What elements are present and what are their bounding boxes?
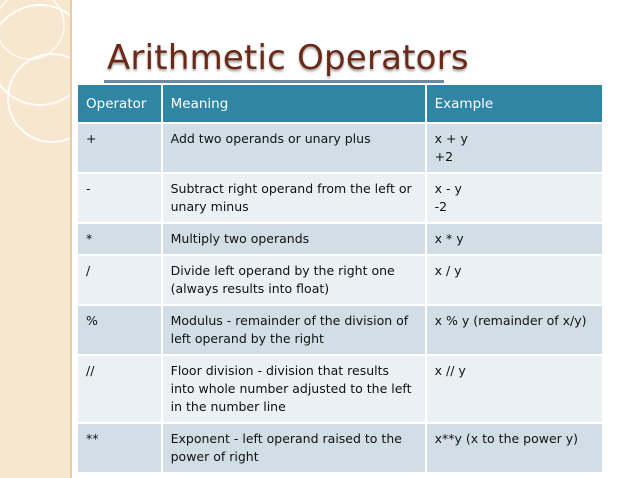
operator-cell: ** <box>78 423 162 473</box>
operator-cell: % <box>78 305 162 355</box>
table-row <box>78 173 603 223</box>
table-row <box>78 355 603 423</box>
operator-cell: - <box>78 173 162 223</box>
operator-cell: + <box>78 123 162 173</box>
header-operator: Operator <box>78 85 162 123</box>
meaning-cell: Multiply two operands <box>162 223 426 255</box>
title-underline <box>104 80 444 83</box>
table-row <box>78 305 603 355</box>
operator-cell: / <box>78 255 162 305</box>
header-meaning: Meaning <box>162 85 426 123</box>
example-line: +2 <box>434 149 454 164</box>
meaning-cell: Floor division - division that results into whole number adjusted to the left in the number line <box>162 355 426 423</box>
example-cell: x % y (remainder of x/y) <box>426 305 603 355</box>
header-example: Example <box>426 85 603 123</box>
table-row <box>78 423 603 473</box>
meaning-cell: Modulus - remainder of the division of left operand by the right <box>162 305 426 355</box>
example-cell: x * y <box>426 223 603 255</box>
example-cell <box>426 173 603 223</box>
table-row <box>78 223 603 255</box>
operators-table <box>78 85 604 474</box>
table-header-row <box>78 85 603 123</box>
meaning-cell: Add two operands or unary plus <box>162 123 426 173</box>
decorative-side-band <box>0 0 72 478</box>
example-cell <box>426 123 603 173</box>
table-row <box>78 123 603 173</box>
slide-title: Arithmetic Operators <box>107 38 469 78</box>
example-cell: x / y <box>426 255 603 305</box>
decorative-circles <box>0 0 72 200</box>
meaning-cell: Subtract right operand from the left or unary minus <box>162 173 426 223</box>
operator-cell: // <box>78 355 162 423</box>
example-line: x + y <box>434 131 468 146</box>
example-cell: x**y (x to the power y) <box>426 423 603 473</box>
example-line: -2 <box>434 199 448 214</box>
operator-cell: * <box>78 223 162 255</box>
example-cell: x // y <box>426 355 603 423</box>
table-row <box>78 255 603 305</box>
meaning-cell: Divide left operand by the right one (always results into float) <box>162 255 426 305</box>
meaning-cell: Exponent - left operand raised to the power of right <box>162 423 426 473</box>
example-line: x - y <box>434 181 462 196</box>
